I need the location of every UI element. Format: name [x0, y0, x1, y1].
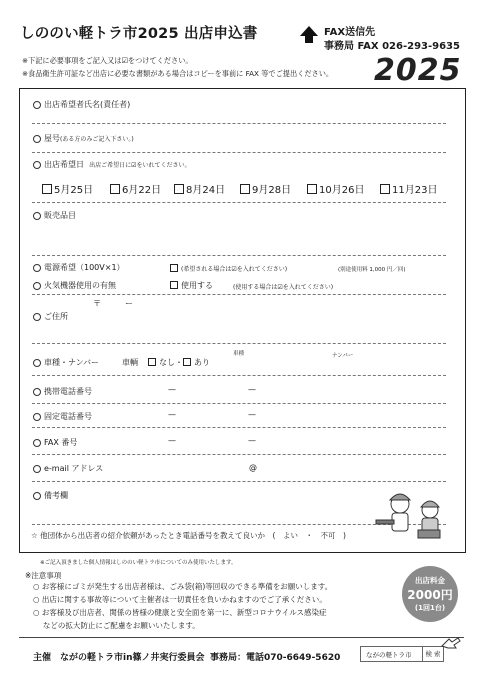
products-label: 販売品目	[44, 211, 76, 220]
vehicle-yes: あり	[194, 358, 210, 367]
date-option-6[interactable]	[380, 181, 437, 196]
power-fee: (別途使用料 1,000 円／回)	[338, 267, 406, 273]
checkbox[interactable]	[240, 184, 250, 194]
fee-amount: 2000円	[407, 588, 453, 602]
shop-name-field[interactable]	[33, 133, 134, 144]
dates-field	[33, 159, 190, 170]
representative-field[interactable]	[33, 99, 130, 110]
bullet-icon	[33, 264, 41, 272]
divider	[32, 375, 446, 376]
bullet-icon	[33, 161, 41, 169]
email-field[interactable]	[33, 463, 103, 474]
divider	[32, 403, 446, 404]
divider	[32, 202, 446, 203]
fire-hint: (使用する場合は☑を入れてください)	[233, 284, 334, 291]
checkbox[interactable]	[307, 184, 317, 194]
landline-field[interactable]	[33, 411, 92, 422]
fax-field-label: FAX 番号	[44, 438, 78, 447]
precaution-item-3: ○ お客様及び出店者、関係の皆様の健康と安全面を第一に、新型コロナウイルス感染症	[33, 608, 327, 617]
checkbox[interactable]	[110, 184, 120, 194]
checkbox[interactable]	[170, 281, 178, 289]
power-check-text: (希望される場合は☑を入れてください)	[181, 266, 288, 273]
year-badge: 2025	[374, 53, 462, 88]
office-phone: 事務局：電話070-6649-5620	[210, 653, 341, 663]
power-field	[33, 262, 125, 273]
search-button[interactable]: 検 索	[422, 647, 443, 661]
shop-name-label: 屋号	[44, 134, 60, 143]
checkbox[interactable]	[174, 184, 184, 194]
fire-field	[33, 280, 116, 291]
date-option-3[interactable]	[174, 181, 225, 196]
bullet-icon	[33, 212, 41, 220]
vehicle-type-header: 車種	[233, 351, 245, 357]
remarks-field[interactable]	[33, 490, 68, 501]
representative-label: 出店希望者氏名(責任者)	[44, 100, 131, 109]
date-label: 6月22日	[122, 185, 162, 196]
up-arrow-icon	[300, 26, 318, 36]
vehicle-sub-label: 車輌	[122, 358, 138, 367]
divider	[32, 152, 446, 153]
bullet-icon	[33, 359, 41, 367]
page-title: しののい軽トラ市2025 出店申込書	[20, 26, 258, 42]
search-box-text: ながの軽トラ市	[366, 651, 412, 659]
phone-dash: —	[248, 436, 256, 445]
divider	[32, 294, 446, 295]
referral-question: ☆ 他団体から出店者の紹介依頼があったとき電話番号を教えて良いか ( よい ・ 不可 )	[31, 531, 346, 540]
date-option-5[interactable]	[307, 181, 364, 196]
email-at-sign: @	[249, 463, 257, 472]
dates-label: 出店希望日	[44, 160, 84, 169]
vehicle-options[interactable]	[148, 357, 210, 368]
checkbox[interactable]	[148, 358, 156, 366]
bullet-icon	[33, 465, 41, 473]
fire-option: 使用する	[181, 281, 213, 290]
vehicle-number-header: ナンバー	[332, 353, 354, 359]
fire-checkbox[interactable]	[170, 280, 213, 291]
fax-destination-label: FAX送信先	[324, 27, 376, 38]
fee-label: 出店料金	[415, 576, 445, 585]
mascot-illustration	[370, 486, 460, 548]
precautions-title: ※注意事項	[25, 571, 62, 580]
bullet-icon	[33, 135, 41, 143]
precaution-item-1: ○ お客様にゴミが発生する出店者様は、ごみ袋(箱)等回収のできる準備をお願いします。	[33, 582, 333, 591]
divider	[32, 427, 446, 428]
remarks-label: 備考欄	[44, 491, 68, 500]
fax-field[interactable]	[33, 437, 77, 448]
pointer-hand-icon	[440, 636, 462, 650]
organizer: 主催 ながの軽トラ市in篠ノ井実行委員会	[33, 653, 205, 663]
phone-dash: —	[248, 410, 256, 419]
date-option-2[interactable]	[110, 181, 161, 196]
precaution-item-2: ○ 出店に関する事故等について主催者は一切責任を負いかねますのでご了承ください。	[33, 595, 327, 604]
address-field[interactable]	[33, 311, 68, 322]
divider	[32, 454, 446, 455]
fee-badge	[402, 566, 458, 622]
checkbox[interactable]	[170, 264, 178, 272]
power-label: 電源希望（100V×1）	[44, 263, 125, 272]
landline-label: 固定電話番号	[44, 412, 92, 421]
phone-dash: —	[168, 410, 176, 419]
mobile-label: 携帯電話番号	[44, 387, 92, 396]
bullet-icon	[33, 413, 41, 421]
up-arrow-stem	[305, 36, 313, 43]
vehicle-field	[33, 357, 99, 368]
email-label: e-mail アドレス	[44, 464, 104, 473]
address-label: ご住所	[44, 312, 68, 321]
dates-hint: 出店ご希望日に☑をいれてください。	[89, 162, 191, 169]
fee-unit: (1回1台)	[414, 604, 446, 612]
shop-name-hint: (ある方のみご記入下さい。)	[60, 136, 134, 143]
divider	[32, 123, 446, 124]
fax-number: 事務局 FAX 026-293-9635	[324, 41, 460, 52]
divider	[32, 481, 446, 482]
phone-dash: —	[248, 385, 256, 394]
application-form	[19, 88, 466, 553]
precaution-item-4: などの拡大防止にご配慮をお願いいたします。	[33, 621, 200, 630]
phone-dash: —	[168, 436, 176, 445]
bullet-icon	[33, 282, 41, 290]
date-option-4[interactable]	[240, 181, 291, 196]
divider	[32, 343, 446, 344]
mobile-field[interactable]	[33, 386, 92, 397]
footer-divider	[19, 637, 464, 638]
phone-dash: —	[168, 385, 176, 394]
power-checkbox[interactable]	[170, 264, 287, 273]
date-option-1[interactable]	[42, 181, 93, 196]
date-label: 11月23日	[392, 185, 438, 196]
search-box[interactable]	[360, 646, 444, 662]
note-line-2: ※食品衛生許可証など出店に必要な書類がある場合はコピーを事前に FAX 等でご提出ください。	[22, 69, 334, 78]
products-field[interactable]	[33, 210, 76, 221]
date-label: 9月28日	[252, 185, 292, 196]
fire-label: 火気機器使用の有無	[44, 281, 116, 290]
checkbox[interactable]	[42, 184, 52, 194]
vehicle-none: なし・	[159, 358, 183, 367]
date-label: 10月26日	[319, 185, 365, 196]
vehicle-label: 車種・ナンバー	[44, 358, 100, 367]
bullet-icon	[33, 439, 41, 447]
checkbox[interactable]	[183, 358, 191, 366]
privacy-note: ※ご記入頂きました個人情報はしののい軽トラ市についてのみ使用いたします。	[40, 560, 237, 566]
bullet-icon	[33, 492, 41, 500]
bullet-icon	[33, 313, 41, 321]
postal-code-mark: 〒 ー	[93, 299, 133, 308]
bullet-icon	[33, 388, 41, 396]
note-line-1: ※下記に必要事項をご記入又は☑をつけてください。	[22, 56, 193, 65]
date-label: 8月24日	[186, 185, 226, 196]
divider	[32, 255, 446, 256]
date-label: 5月25日	[54, 185, 94, 196]
bullet-icon	[33, 101, 41, 109]
checkbox[interactable]	[380, 184, 390, 194]
